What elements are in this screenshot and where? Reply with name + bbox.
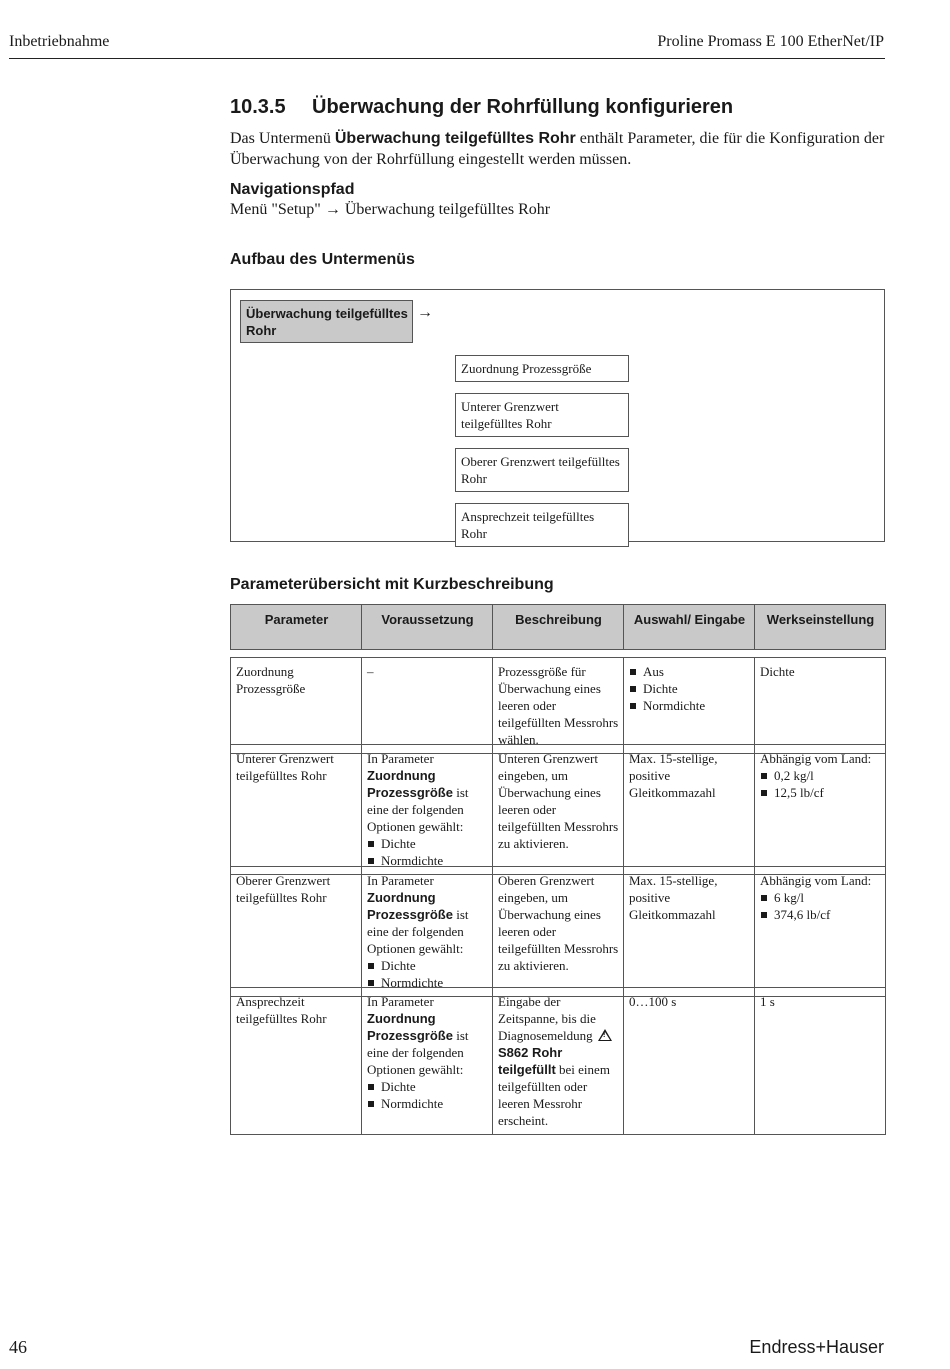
cell-default: [755, 745, 886, 875]
table-row: [230, 866, 886, 997]
column-header-selection: Auswahl/ Eingabe: [624, 605, 755, 650]
list-item: 12,5 lb/cf: [760, 784, 881, 801]
brand-name: Endress+Hauser: [749, 1337, 884, 1357]
section-content: [230, 96, 885, 219]
cell-prerequisite: –: [362, 658, 493, 754]
column-header-prerequisite: Voraussetzung: [362, 605, 493, 650]
running-header-product: Proline Promass E 100 EtherNet/IP: [657, 33, 884, 50]
column-header-default: Werkseinstellung: [755, 605, 886, 650]
cell-description: Prozessgröße für Überwachung eines leeren oder teilgefüllten Messrohrs wählen.: [493, 658, 624, 754]
prerequisite-text-a: In Parameter: [367, 751, 434, 766]
prerequisite-text-b: ist eine der folgenden Optionen gewählt:: [367, 785, 469, 834]
option-list: [760, 889, 881, 923]
prerequisite-parameter-name: Zuordnung Prozessgröße: [367, 768, 453, 800]
section-number: 10.3.5: [230, 96, 286, 118]
prerequisite-parameter-name: Zuordnung Prozessgröße: [367, 890, 453, 922]
cell-default: 1 s: [755, 988, 886, 1135]
prerequisite-text-b: ist eine der folgenden Optionen gewählt:: [367, 1028, 469, 1077]
list-item: 0,2 kg/l: [760, 767, 881, 784]
cell-description: Oberen Grenzwert eingeben, um Überwachung eines leeren oder teilgefüllten Messrohrs zu aktivieren.: [493, 867, 624, 997]
header-rule: [9, 58, 885, 59]
submenu-root-box: Überwachung teilgefülltes Rohr: [240, 300, 413, 343]
prerequisite-parameter-name: Zuordnung Prozessgröße: [367, 1011, 453, 1043]
table-row: [230, 657, 886, 754]
table-heading: Parameterübersicht mit Kurzbeschreibung: [230, 576, 554, 593]
list-item: Dichte: [367, 957, 488, 974]
cell-parameter: Oberer Grenzwert teilgefülltes Rohr: [231, 867, 362, 997]
navigation-target: Überwachung teilgefülltes Rohr: [344, 201, 551, 218]
submenu-item: Unterer Grenzwert teilgefülltes Rohr: [455, 393, 629, 437]
option-list: [760, 767, 881, 801]
list-item: Dichte: [367, 1078, 488, 1095]
table-row: [230, 987, 886, 1135]
cell-selection: Max. 15-stellige, positive Gleitkommazahl: [624, 745, 755, 875]
list-item: 6 kg/l: [760, 889, 881, 906]
submenu-item: Ansprechzeit teilgefülltes Rohr: [455, 503, 629, 547]
cell-prerequisite: [362, 988, 493, 1135]
list-item: Dichte: [367, 835, 488, 852]
cell-selection: Max. 15-stellige, positive Gleitkommazahl: [624, 867, 755, 997]
option-list: [629, 663, 750, 714]
prerequisite-text-a: In Parameter: [367, 873, 434, 888]
intro-paragraph: [230, 128, 885, 170]
navigation-heading: Navigationspfad: [230, 181, 355, 198]
submenu-heading: Aufbau des Untermenüs: [230, 251, 415, 268]
warning-triangle-icon: [598, 1029, 612, 1041]
section-title-text: Überwachung der Rohrfüllung konfigurieren: [312, 96, 734, 118]
cell-parameter: Ansprechzeit teilgefülltes Rohr: [231, 988, 362, 1135]
submenu-item: Oberer Grenzwert teilgefülltes Rohr: [455, 448, 629, 492]
prerequisite-text-b: ist eine der folgenden Optionen gewählt:: [367, 907, 469, 956]
list-item: Normdichte: [367, 852, 488, 869]
navigation-path: [230, 201, 885, 219]
cell-parameter: Zuordnung Prozessgröße: [231, 658, 362, 754]
submenu-diagram: [230, 289, 885, 542]
cell-description: [493, 988, 624, 1135]
cell-selection: 0…100 s: [624, 988, 755, 1135]
table-header: [230, 604, 886, 650]
list-item: Normdichte: [367, 974, 488, 991]
option-list: [367, 1078, 488, 1112]
navigation-menu: Menü "Setup": [230, 201, 321, 218]
cell-description: Unteren Grenzwert eingeben, um Überwachung eines leeren oder teilgefüllten Messrohrs zu aktivieren.: [493, 745, 624, 875]
description-text-b: bei einem teilgefüllten oder leeren Messrohr erscheint.: [498, 1062, 610, 1128]
list-item: Aus: [629, 663, 750, 680]
section-title: [230, 96, 885, 119]
intro-text-b: enthält Parameter, die für die Konfiguration der Überwachung von der Rohrfüllung eingestellt werden müssen.: [230, 130, 885, 168]
description-text-a: Eingabe der Zeitspanne, bis die Diagnosemeldung: [498, 994, 596, 1043]
intro-submenu-name: Überwachung teilgefülltes Rohr: [334, 130, 576, 147]
arrow-right-icon: →: [417, 304, 433, 321]
list-item: 374,6 lb/cf: [760, 906, 881, 923]
column-header-description: Beschreibung: [493, 605, 624, 650]
intro-text-a: Das Untermenü: [230, 130, 335, 147]
cell-default: [755, 867, 886, 997]
cell-default: Dichte: [755, 658, 886, 754]
list-item: Normdichte: [367, 1095, 488, 1112]
cell-prerequisite: [362, 745, 493, 875]
default-heading: Abhängig vom Land:: [760, 751, 872, 766]
default-heading: Abhängig vom Land:: [760, 873, 872, 888]
list-item: Dichte: [629, 680, 750, 697]
prerequisite-text-a: In Parameter: [367, 994, 434, 1009]
cell-prerequisite: [362, 867, 493, 997]
table-row: [230, 744, 886, 875]
option-list: [367, 957, 488, 991]
page-number: 46: [9, 1337, 27, 1357]
list-item: Normdichte: [629, 697, 750, 714]
arrow-right-icon: →: [324, 201, 341, 218]
submenu-item: Zuordnung Prozessgröße: [455, 355, 629, 382]
option-list: [367, 835, 488, 869]
cell-selection: [624, 658, 755, 754]
column-header-parameter: Parameter: [231, 605, 362, 650]
running-header-chapter: Inbetriebnahme: [9, 33, 110, 50]
cell-parameter: Unterer Grenzwert teilgefülltes Rohr: [231, 745, 362, 875]
diagnostic-message-name: S862 Rohr teilgefüllt: [498, 1045, 563, 1077]
